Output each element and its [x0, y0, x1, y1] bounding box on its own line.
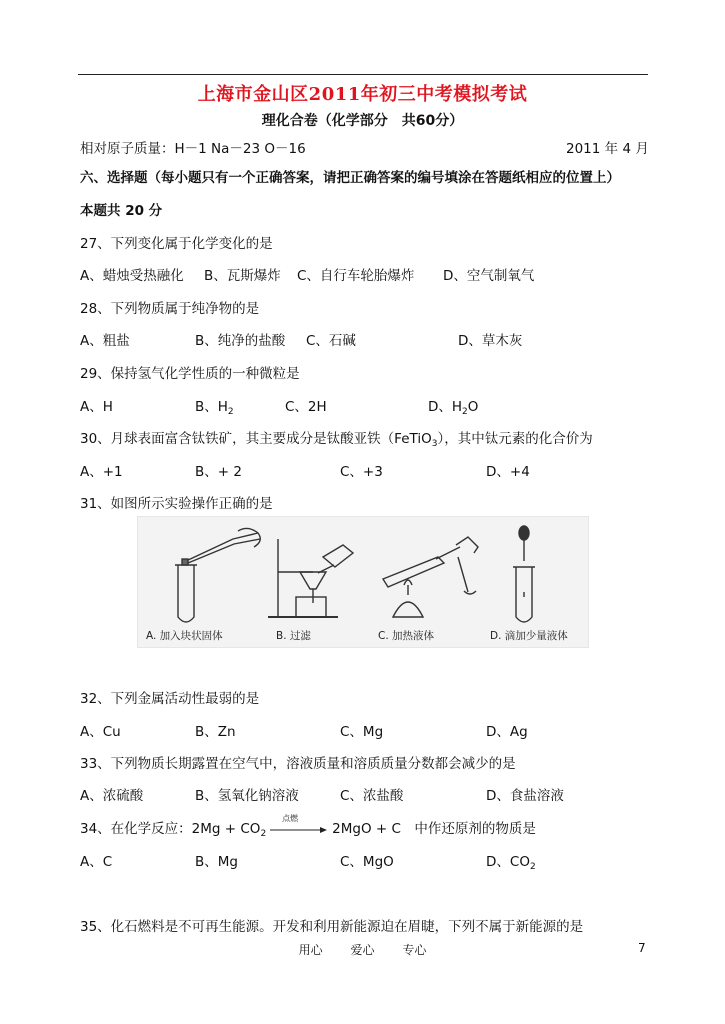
lab-operations-illustration	[138, 517, 588, 647]
arrow-icon	[270, 822, 328, 836]
question-32-option-d: D、Ag	[486, 724, 528, 740]
question-30-option-b: B、+ 2	[195, 464, 242, 480]
question-30-stem: 30、月球表面富含钛铁矿，其主要成分是钛酸亚铁（FeTiO$_3$），其中钛元素的化合价为	[80, 431, 593, 449]
exam-title: 上海市金山区2011年初三中考模拟考试	[197, 84, 528, 105]
question-28-stem: 28、下列物质属于纯净物的是	[80, 301, 260, 317]
question-28-option-a: A、粗盐	[80, 333, 130, 349]
exam-subtitle: 理化合卷（化学部分 共60分）	[261, 113, 464, 129]
exam-date: 2011 年 4 月	[566, 141, 649, 157]
caption-a: A. 加入块状固体	[146, 630, 223, 642]
question-31-stem: 31、如图所示实验操作正确的是	[80, 496, 273, 512]
question-28-option-b: B、纯净的盐酸	[195, 333, 286, 349]
reaction-arrow	[270, 814, 328, 836]
question-27-option-a: A、蜡烛受热融化	[80, 268, 184, 284]
caption-d: D. 滴加少量液体	[490, 630, 568, 642]
panel-b-filtration	[268, 539, 353, 617]
caption-b: B. 过滤	[276, 630, 311, 642]
question-29-option-c: C、2H	[285, 399, 327, 415]
question-32-option-c: C、Mg	[340, 724, 384, 740]
question-30-option-d: D、+4	[486, 464, 530, 480]
question-28-option-d: D、草木灰	[458, 333, 523, 349]
question-27-stem: 27、下列变化属于化学变化的是	[80, 236, 273, 252]
panel-a-adding-solid	[175, 528, 260, 622]
header-rule	[78, 74, 648, 75]
question-34-stem: 34、在化学反应：$2Mg + CO_2$ 点燃 2MgO + C 中作还原剂的物质是	[80, 814, 536, 839]
question-34-option-d: D、$CO_2$	[486, 854, 536, 872]
atomic-mass-line: 相对原子质量：H－1 Na－23 O－16	[80, 141, 306, 157]
section-points: 本题共 20 分	[80, 203, 163, 219]
page-number: 7	[638, 941, 646, 955]
question-33-option-a: A、浓硫酸	[80, 788, 144, 804]
question-27-option-d: D、空气制氧气	[443, 268, 535, 284]
question-29-option-d: D、$H_2O$	[428, 399, 479, 417]
question-35-stem: 35、化石燃料是不可再生能源。开发和利用新能源迫在眉睫，下列不属于新能源的是	[80, 919, 584, 935]
question-30-option-a: A、+1	[80, 464, 123, 480]
question-30-option-c: C、+3	[340, 464, 383, 480]
question-27-option-c: C、自行车轮胎爆炸	[297, 268, 415, 284]
question-34-option-c: C、MgO	[340, 854, 394, 870]
section-heading: 六、选择题（每小题只有一个正确答案，请把正确答案的编号填涂在答题纸相应的位置上）	[80, 170, 620, 186]
question-29-option-b: B、$H_2$	[195, 399, 234, 417]
question-33-option-c: C、浓盐酸	[340, 788, 404, 804]
question-28-option-c: C、石碱	[306, 333, 356, 349]
caption-c: C. 加热液体	[378, 630, 435, 642]
page-footer	[0, 941, 725, 958]
question-33-option-b: B、氢氧化钠溶液	[195, 788, 299, 804]
panel-d-dropper	[513, 526, 535, 622]
question-32-option-b: B、Zn	[195, 724, 236, 740]
lab-operations-figure	[137, 516, 589, 648]
footer-word: 用心	[298, 943, 323, 957]
question-34-option-a: A、C	[80, 854, 113, 870]
arrow-condition-label: 点燃	[282, 814, 299, 823]
question-33-stem: 33、下列物质长期露置在空气中，溶液质量和溶质质量分数都会减少的是	[80, 756, 516, 772]
question-34-option-b: B、Mg	[195, 854, 238, 870]
question-29-stem: 29、保持氢气化学性质的一种微粒是	[80, 366, 300, 382]
question-33-option-d: D、食盐溶液	[486, 788, 564, 804]
question-32-stem: 32、下列金属活动性最弱的是	[80, 691, 260, 707]
question-29-option-a: A、H	[80, 399, 113, 415]
footer-word: 爱心	[350, 943, 375, 957]
question-32-option-a: A、Cu	[80, 724, 121, 740]
footer-word: 专心	[402, 943, 427, 957]
question-27-option-b: B、瓦斯爆炸	[204, 268, 281, 284]
panel-c-heating	[383, 537, 478, 617]
